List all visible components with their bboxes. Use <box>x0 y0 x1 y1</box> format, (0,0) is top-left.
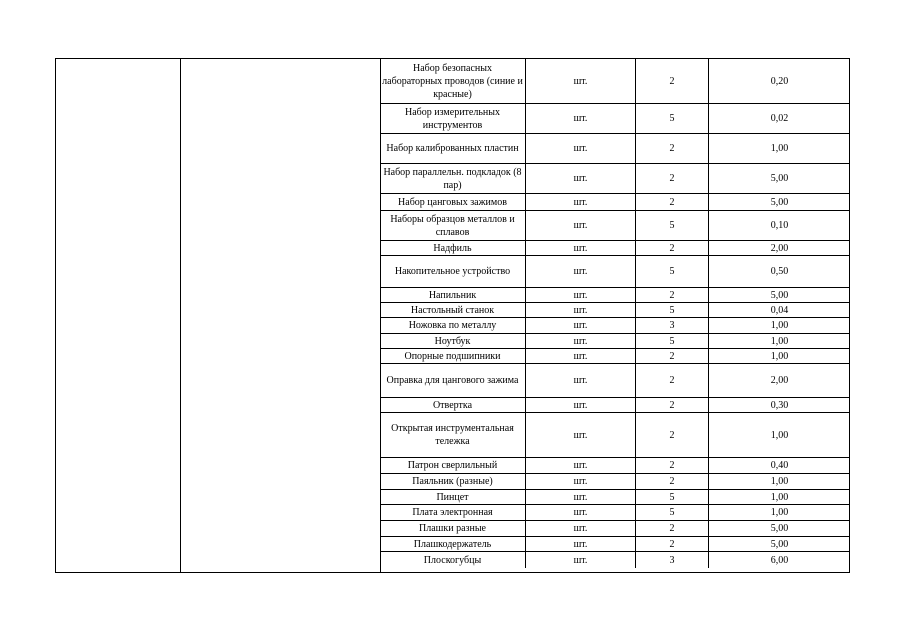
unit-cell: шт. <box>526 134 636 163</box>
unit-cell: шт. <box>526 104 636 133</box>
quantity-cell: 2 <box>636 458 709 473</box>
unit-cell: шт. <box>526 505 636 520</box>
table-row <box>380 164 850 194</box>
table-body <box>380 59 850 568</box>
value-cell: 5,00 <box>770 196 789 208</box>
quantity-cell: 2 <box>636 134 709 163</box>
quantity-cell: 2 <box>636 194 709 210</box>
table-row <box>380 521 850 537</box>
value-cell: 1,00 <box>770 491 789 503</box>
unit-cell: шт. <box>526 334 636 348</box>
quantity-cell: 2 <box>636 474 709 489</box>
unit-cell: шт. <box>526 364 636 397</box>
unit-cell: шт. <box>526 164 636 193</box>
quantity-cell: 2 <box>636 288 709 302</box>
unit-cell: шт. <box>526 256 636 287</box>
equipment-table <box>55 58 850 573</box>
table-row <box>380 398 850 413</box>
value-cell: 1,00 <box>770 335 789 347</box>
item-name-cell: Опорные подшипники <box>380 349 526 363</box>
table-row <box>380 552 850 568</box>
table-row <box>380 474 850 490</box>
unit-cell: шт. <box>526 490 636 504</box>
quantity-cell: 2 <box>636 413 709 457</box>
unit-cell: шт. <box>526 194 636 210</box>
quantity-cell: 5 <box>636 256 709 287</box>
table-row <box>380 413 850 458</box>
item-name-cell: Напильник <box>380 288 526 302</box>
quantity-cell: 3 <box>636 318 709 333</box>
item-name-cell: Оправка для цангового зажима <box>380 364 526 397</box>
unit-cell: шт. <box>526 458 636 473</box>
value-cell: 1,00 <box>770 320 789 331</box>
table-row <box>380 134 850 164</box>
value-cell: 1,00 <box>770 507 789 518</box>
unit-cell: шт. <box>526 59 636 103</box>
item-name-cell: Ноутбук <box>380 334 526 348</box>
item-name-cell: Паяльник (разные) <box>380 474 526 489</box>
value-cell: 1,00 <box>770 350 789 362</box>
unit-cell: шт. <box>526 303 636 317</box>
unit-cell: шт. <box>526 474 636 489</box>
item-name-cell: Набор калиброванных пластин <box>380 134 526 163</box>
quantity-cell: 5 <box>636 104 709 133</box>
quantity-cell: 2 <box>636 364 709 397</box>
item-name-cell: Плоскогубцы <box>380 552 526 568</box>
item-name-cell: Набор цанговых зажимов <box>380 194 526 210</box>
item-name-cell: Пинцет <box>380 490 526 504</box>
column-divider <box>180 59 181 572</box>
quantity-cell: 2 <box>636 537 709 551</box>
value-cell: 0,02 <box>770 113 789 124</box>
table-row <box>380 194 850 211</box>
table-row <box>380 505 850 521</box>
item-name-cell: Ножовка по металлу <box>380 318 526 333</box>
table-row <box>380 288 850 303</box>
unit-cell: шт. <box>526 318 636 333</box>
quantity-cell: 5 <box>636 505 709 520</box>
table-row <box>380 59 850 104</box>
item-name-cell: Настольный станок <box>380 303 526 317</box>
unit-cell: шт. <box>526 241 636 255</box>
quantity-cell: 5 <box>636 211 709 240</box>
unit-cell: шт. <box>526 413 636 457</box>
table-row <box>380 318 850 334</box>
item-name-cell: Отвертка <box>380 398 526 412</box>
item-name-cell: Наборы образцов металлов и сплавов <box>380 211 526 240</box>
value-cell: 0,20 <box>770 75 789 87</box>
item-name-cell: Набор измерительных инструментов <box>380 104 526 133</box>
value-cell: 0,40 <box>770 460 789 471</box>
value-cell: 5,00 <box>770 289 789 301</box>
table-row <box>380 241 850 256</box>
table-row <box>380 349 850 364</box>
table-row <box>380 458 850 474</box>
quantity-cell: 2 <box>636 521 709 536</box>
unit-cell: шт. <box>526 288 636 302</box>
value-cell: 1,00 <box>770 429 789 441</box>
table-row <box>380 334 850 349</box>
value-cell: 1,00 <box>770 476 789 487</box>
item-name-cell: Плашки разные <box>380 521 526 536</box>
table-row <box>380 211 850 241</box>
item-name-cell: Надфиль <box>380 241 526 255</box>
unit-cell: шт. <box>526 521 636 536</box>
item-name-cell: Плата электронная <box>380 505 526 520</box>
unit-cell: шт. <box>526 398 636 412</box>
quantity-cell: 3 <box>636 552 709 568</box>
item-name-cell: Патрон сверлильный <box>380 458 526 473</box>
quantity-cell: 5 <box>636 303 709 317</box>
quantity-cell: 2 <box>636 349 709 363</box>
item-name-cell: Набор безопасных лабораторных проводов (синие и красные) <box>380 59 526 103</box>
value-cell: 5,00 <box>770 523 789 534</box>
value-cell: 6,00 <box>770 554 789 566</box>
value-cell: 2,00 <box>770 375 789 386</box>
table-row <box>380 537 850 552</box>
value-cell: 0,04 <box>770 304 789 316</box>
quantity-cell: 5 <box>636 490 709 504</box>
unit-cell: шт. <box>526 211 636 240</box>
table-row <box>380 364 850 398</box>
item-name-cell: Накопительное устройство <box>380 256 526 287</box>
quantity-cell: 2 <box>636 59 709 103</box>
table-row <box>380 490 850 505</box>
value-cell: 2,00 <box>770 242 789 254</box>
unit-cell: шт. <box>526 349 636 363</box>
unit-cell: шт. <box>526 552 636 568</box>
unit-cell: шт. <box>526 537 636 551</box>
item-name-cell: Плашкодержатель <box>380 537 526 551</box>
value-cell: 5,00 <box>770 538 789 550</box>
value-cell: 0,30 <box>770 399 789 411</box>
value-cell: 0,50 <box>770 266 789 277</box>
quantity-cell: 2 <box>636 398 709 412</box>
table-row <box>380 104 850 134</box>
value-cell: 0,10 <box>770 220 789 231</box>
quantity-cell: 2 <box>636 164 709 193</box>
item-name-cell: Открытая инструментальная тележка <box>380 413 526 457</box>
value-cell: 1,00 <box>770 143 789 154</box>
table-row <box>380 303 850 318</box>
value-cell: 5,00 <box>770 173 789 184</box>
quantity-cell: 2 <box>636 241 709 255</box>
quantity-cell: 5 <box>636 334 709 348</box>
item-name-cell: Набор параллельн. подкладок (8 пар) <box>380 164 526 193</box>
table-row <box>380 256 850 288</box>
